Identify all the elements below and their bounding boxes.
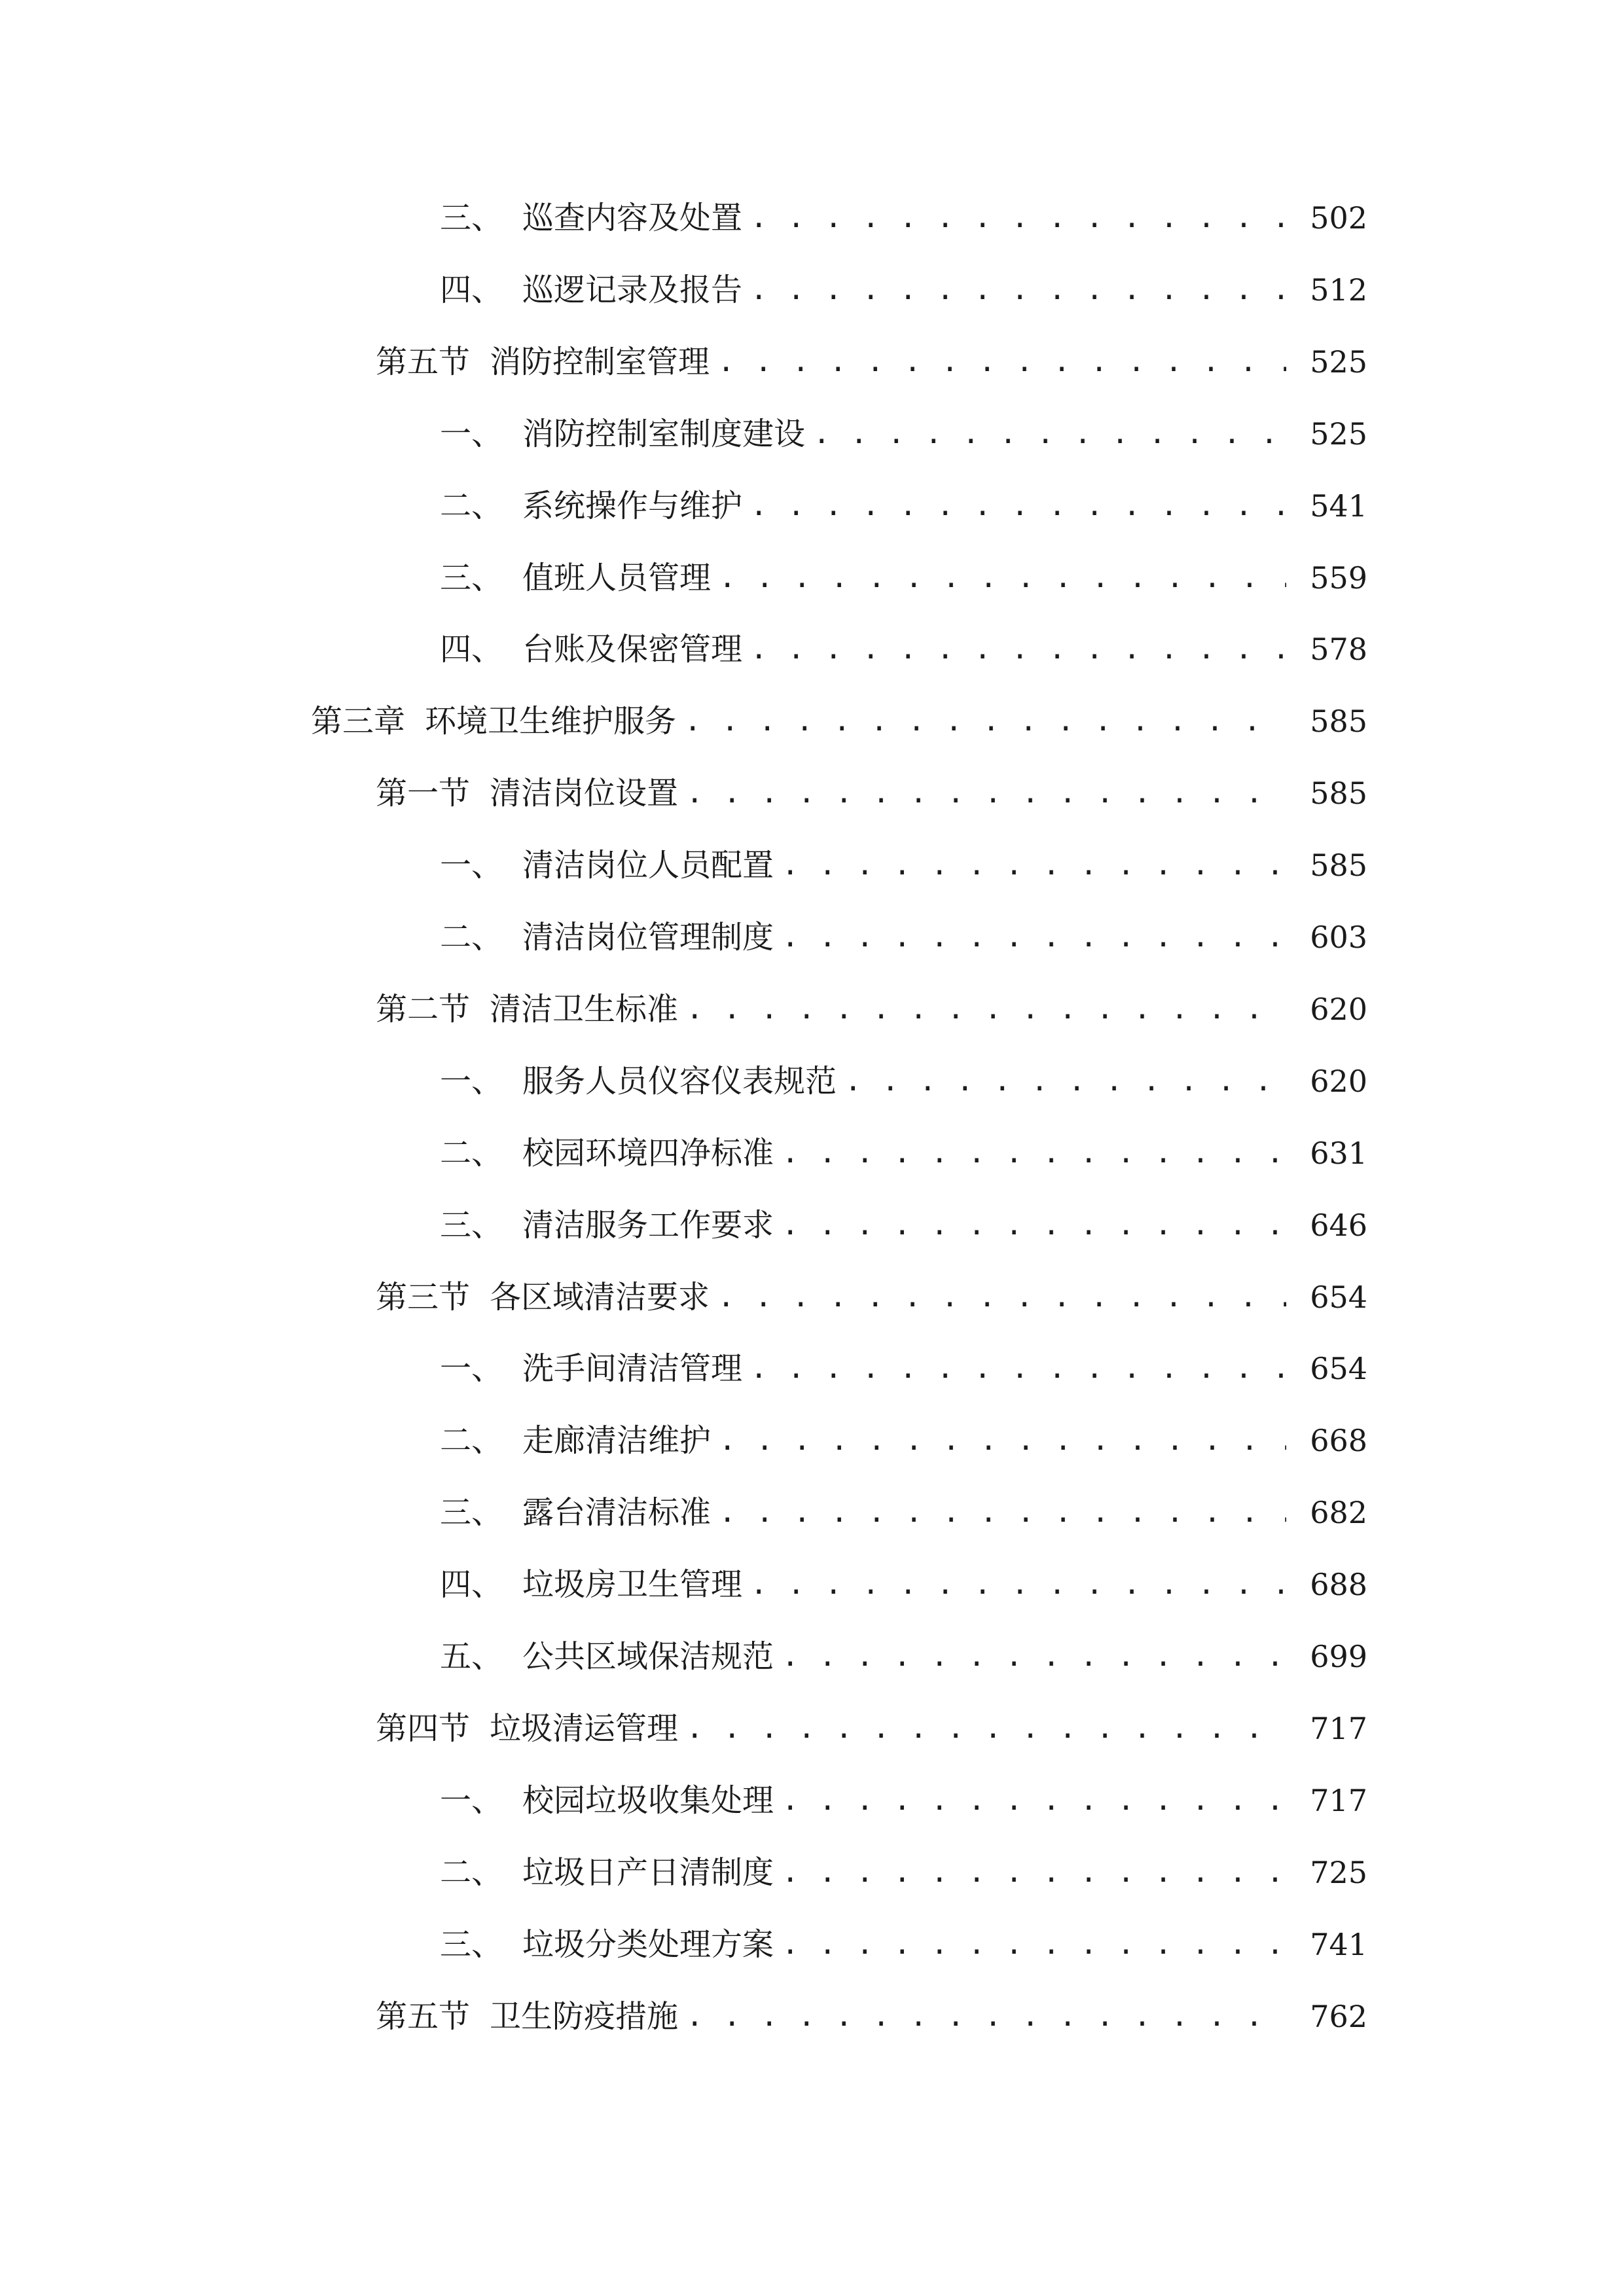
- toc-entry-number: 二、: [440, 488, 503, 524]
- toc-dot-leader: [750, 623, 1286, 675]
- toc-entry[interactable]: [376, 1702, 1367, 1755]
- toc-dot-leader: [813, 408, 1286, 460]
- toc-dot-leader: [717, 336, 1286, 388]
- toc-page-number: 585: [1310, 776, 1367, 811]
- toc-entry-number: 三、: [440, 200, 503, 236]
- toc-entry-title: 走廊清洁维护: [522, 1422, 712, 1459]
- toc-entry-title: 服务人员仪容仪表规范: [522, 1063, 837, 1100]
- toc-entry[interactable]: [440, 1558, 1367, 1611]
- toc-entry-number: 一、: [440, 416, 503, 452]
- toc-entry[interactable]: [440, 1846, 1367, 1899]
- toc-page-number: 646: [1310, 1208, 1367, 1243]
- toc-entry[interactable]: [440, 839, 1367, 891]
- toc-entry-title: 卫生防疫措施: [490, 1998, 679, 2035]
- toc-entry-title: 清洁岗位设置: [490, 775, 679, 812]
- toc-entry-number: 四、: [440, 631, 503, 668]
- toc-dot-leader: [750, 480, 1286, 532]
- toc-page-number: 682: [1310, 1495, 1367, 1530]
- toc-entry-title: 垃圾房卫生管理: [522, 1566, 743, 1603]
- toc-entry-title: 巡逻记录及报告: [522, 272, 743, 308]
- toc-page-number: 717: [1310, 1783, 1367, 1818]
- toc-entry-title: 环境卫生维护服务: [425, 703, 677, 740]
- toc-dot-leader: [719, 552, 1286, 604]
- toc-entry-number: 第三章: [311, 703, 406, 740]
- toc-entry[interactable]: [440, 911, 1367, 963]
- toc-dot-leader: [686, 767, 1286, 819]
- toc-dot-leader: [717, 1271, 1286, 1323]
- toc-page-number: 631: [1310, 1136, 1367, 1171]
- toc-dot-leader: [782, 911, 1286, 963]
- toc-dot-leader: [750, 1342, 1286, 1395]
- toc-page-number: 762: [1310, 1999, 1367, 2034]
- toc-entry[interactable]: [440, 1342, 1367, 1395]
- toc-entry[interactable]: [440, 552, 1367, 604]
- toc-dot-leader: [782, 1199, 1286, 1251]
- toc-entry-number: 二、: [440, 1854, 503, 1891]
- toc-entry-number: 第一节: [376, 775, 471, 812]
- toc-page-number: 620: [1310, 992, 1367, 1027]
- toc-dot-leader: [750, 264, 1286, 316]
- toc-entry-number: 二、: [440, 1135, 503, 1172]
- toc-entry[interactable]: [440, 1127, 1367, 1179]
- toc-entry-title: 消防控制室制度建设: [522, 416, 806, 452]
- toc-entry[interactable]: [440, 1414, 1367, 1467]
- toc-entry-number: 二、: [440, 919, 503, 956]
- toc-page-number: 541: [1310, 488, 1367, 524]
- toc-entry[interactable]: [311, 695, 1367, 747]
- toc-page-number: 585: [1310, 704, 1367, 739]
- toc-dot-leader: [782, 839, 1286, 891]
- toc-entry-number: 三、: [440, 1926, 503, 1963]
- toc-entry[interactable]: [440, 623, 1367, 675]
- toc-entry[interactable]: [440, 1486, 1367, 1539]
- toc-page-number: 578: [1310, 632, 1367, 667]
- toc-entry-number: 一、: [440, 1350, 503, 1387]
- toc-page-number: 603: [1310, 920, 1367, 955]
- toc-entry-title: 垃圾清运管理: [490, 1710, 679, 1747]
- toc-dot-leader: [750, 1558, 1286, 1611]
- toc-dot-leader: [686, 1702, 1286, 1755]
- toc-page-number: 741: [1310, 1927, 1367, 1962]
- toc-entry-number: 三、: [440, 1207, 503, 1244]
- toc-entry-number: 五、: [440, 1638, 503, 1675]
- toc-entry[interactable]: [376, 1271, 1367, 1323]
- toc-page-number: 688: [1310, 1567, 1367, 1602]
- toc-entry-title: 清洁岗位人员配置: [522, 847, 774, 884]
- toc-entry[interactable]: [376, 983, 1367, 1035]
- toc-dot-leader: [719, 1486, 1286, 1539]
- toc-entry-title: 台账及保密管理: [522, 631, 743, 668]
- toc-entry-title: 垃圾日产日清制度: [522, 1854, 774, 1891]
- toc-page-number: 668: [1310, 1423, 1367, 1458]
- toc-entry-number: 一、: [440, 1063, 503, 1100]
- toc-entry-number: 三、: [440, 1494, 503, 1531]
- toc-dot-leader: [782, 1630, 1286, 1683]
- toc-entry[interactable]: [440, 264, 1367, 316]
- toc-entry-number: 第二节: [376, 991, 471, 1028]
- toc-entry-title: 清洁岗位管理制度: [522, 919, 774, 956]
- toc-entry[interactable]: [440, 480, 1367, 532]
- toc-entry-title: 值班人员管理: [522, 560, 712, 596]
- toc-entry[interactable]: [440, 1918, 1367, 1971]
- toc-entry[interactable]: [440, 1199, 1367, 1251]
- toc-page-number: 559: [1310, 560, 1367, 596]
- toc-entry-title: 清洁服务工作要求: [522, 1207, 774, 1244]
- toc-entry-number: 第五节: [376, 1998, 471, 2035]
- toc-entry-title: 公共区域保洁规范: [522, 1638, 774, 1675]
- toc-entry-title: 校园垃圾收集处理: [522, 1782, 774, 1819]
- toc-entry-number: 四、: [440, 272, 503, 308]
- toc-entry[interactable]: [440, 1630, 1367, 1683]
- toc-entry[interactable]: [440, 1055, 1367, 1107]
- toc-entry-number: 三、: [440, 560, 503, 596]
- toc-page-number: 699: [1310, 1639, 1367, 1674]
- toc-entry-number: 第五节: [376, 344, 471, 380]
- toc-dot-leader: [686, 983, 1286, 1035]
- toc-entry[interactable]: [376, 1990, 1367, 2043]
- toc-entry-title: 系统操作与维护: [522, 488, 743, 524]
- toc-page-number: 725: [1310, 1855, 1367, 1890]
- toc-page-number: 585: [1310, 848, 1367, 883]
- toc-dot-leader: [684, 695, 1286, 747]
- toc-page-number: 502: [1310, 200, 1367, 236]
- toc-page-number: 525: [1310, 416, 1367, 452]
- toc-entry-number: 二、: [440, 1422, 503, 1459]
- toc-entry-title: 露台清洁标准: [522, 1494, 712, 1531]
- toc-page-number: 654: [1310, 1280, 1367, 1315]
- toc-page-number: 654: [1310, 1351, 1367, 1386]
- toc-entry-title: 垃圾分类处理方案: [522, 1926, 774, 1963]
- toc-entry[interactable]: [440, 408, 1367, 460]
- toc-entry-title: 消防控制室管理: [490, 344, 710, 380]
- toc-entry-number: 一、: [440, 847, 503, 884]
- toc-entry-title: 巡查内容及处置: [522, 200, 743, 236]
- toc-dot-leader: [750, 192, 1286, 244]
- toc-entry-number: 第三节: [376, 1279, 471, 1316]
- toc-entry-number: 四、: [440, 1566, 503, 1603]
- toc-entry[interactable]: [440, 192, 1367, 244]
- toc-entry-number: 第四节: [376, 1710, 471, 1747]
- toc-entry-title: 洗手间清洁管理: [522, 1350, 743, 1387]
- toc-entry-title: 清洁卫生标准: [490, 991, 679, 1028]
- toc-dot-leader: [782, 1127, 1286, 1179]
- toc-dot-leader: [782, 1774, 1286, 1827]
- toc-dot-leader: [686, 1990, 1286, 2043]
- toc-page-number: 512: [1310, 272, 1367, 308]
- toc-entry[interactable]: [376, 767, 1367, 819]
- toc-page-number: 717: [1310, 1711, 1367, 1746]
- toc-entry[interactable]: [440, 1774, 1367, 1827]
- toc-entry-number: 一、: [440, 1782, 503, 1819]
- toc-entry[interactable]: [376, 336, 1367, 388]
- toc-entry-title: 校园环境四净标准: [522, 1135, 774, 1172]
- toc-dot-leader: [782, 1918, 1286, 1971]
- toc-page-number: 620: [1310, 1064, 1367, 1099]
- toc-page-number: 525: [1310, 344, 1367, 380]
- toc-dot-leader: [782, 1846, 1286, 1899]
- toc-dot-leader: [844, 1055, 1286, 1107]
- toc-entry-title: 各区域清洁要求: [490, 1279, 710, 1316]
- toc-dot-leader: [719, 1414, 1286, 1467]
